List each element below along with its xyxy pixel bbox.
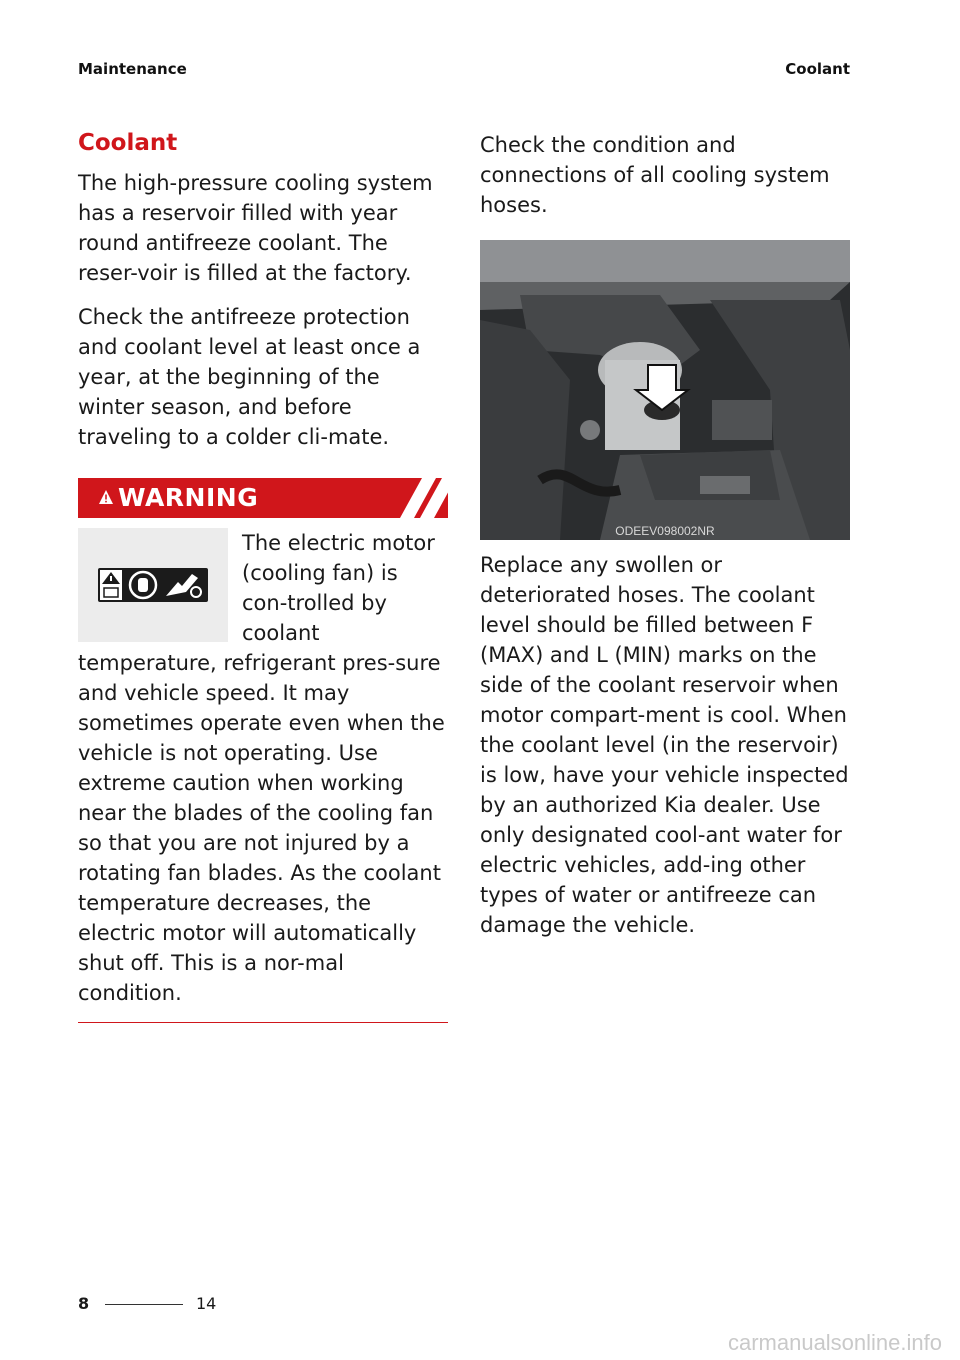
page-number: 14 [196,1294,217,1313]
header-section: Maintenance [78,60,187,78]
warning-banner [78,478,448,518]
fan-warning-label-image [78,528,228,642]
paragraph-check-hoses: Check the condition and connections of all cooling system hoses. [480,133,830,217]
photo-caption: ODEEV098002NR [615,524,715,538]
paragraph-check-antifreeze: Check the antifreeze protection and coolant level at least once a year, at the beginning of the winter season, and before traveling to a colder cli-mate. [78,305,421,449]
warning-triangle-icon [98,489,114,505]
slash-decoration-icon [378,478,448,518]
fan-hand-hazard-icon [164,570,204,600]
warning-end-rule [78,1022,448,1023]
section-title: Coolant [78,130,178,156]
warning-label: WARNING [118,483,259,512]
chapter-number: 8 [78,1294,90,1313]
coolant-reservoir-photo [480,240,850,540]
header-topic: Coolant [785,60,850,78]
footer-rule [105,1304,183,1305]
warning-text: The electric motor (cooling fan) is con-trolled by coolant temperature, refrigerant pres-sure and vehicle speed. It may sometimes operate even when the vehicle is not operating. Use extreme caution when working near the blades of the cooling fan so that you are not injured by a rotating fan blades. As the coolant temperature decreases, the electric motor will automatically shut off. This is a nor-mal condition. [78,531,445,1005]
paragraph-reservoir: The high-pressure cooling system has a reservoir filled with year round antifreeze coolant. The reser-voir is filled at the factory. [78,171,433,285]
warning-body [78,528,448,1008]
paragraph-replace-hoses: Replace any swollen or deteriorated hoses. The coolant level should be filled between F (MAX) and L (MIN) marks on the side of the coolant reservoir when motor compart-ment is cool. When the coolant level (in the reservoir) is low, have your vehicle inspected by an authorized Kia dealer. Use only designated cool-ant water for electric vehicles, add-ing other types of water or antifreeze can damage the vehicle. [480,553,849,937]
hand-prohibited-icon [128,570,158,600]
warning-label-plate [98,568,208,602]
watermark: carmanualsonline.info [727,1330,942,1355]
caution-manual-icon [100,570,122,600]
engine-bay-illustration [480,240,850,540]
left-column [78,130,448,1023]
right-column [480,130,852,954]
